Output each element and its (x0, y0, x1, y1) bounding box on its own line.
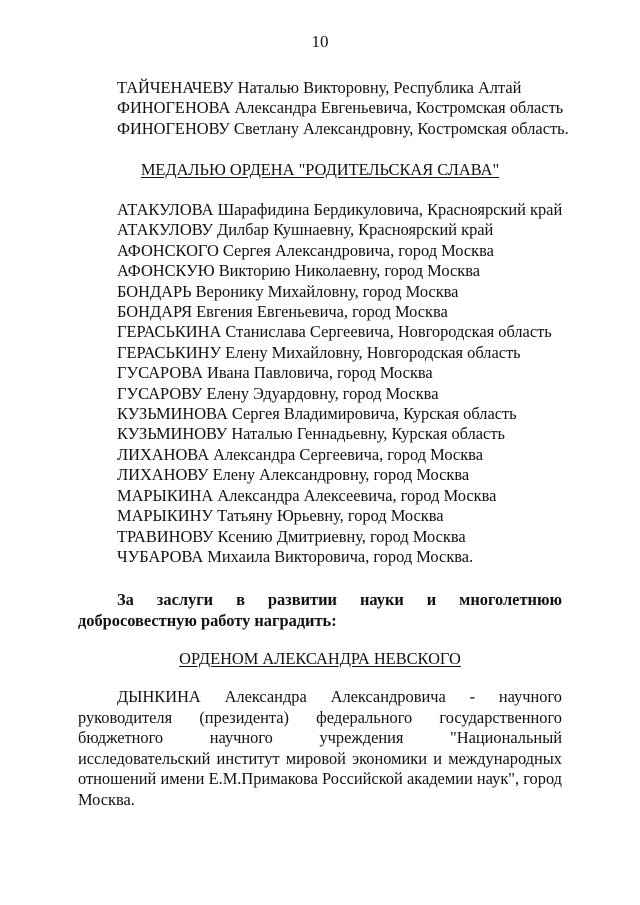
list-item: АТАКУЛОВА Шарафидина Бердикуловича, Красноярский край (117, 200, 563, 219)
list-item: ГЕРАСЬКИНА Станислава Сергеевича, Новгородская область (117, 322, 552, 342)
list-item: ТАЙЧЕНАЧЕВУ Наталью Викторовну, Республика Алтай (117, 78, 522, 97)
list-item: КУЗЬМИНОВУ Наталью Геннадьевну, Курская область (117, 424, 505, 444)
list-item: АФОНСКУЮ Викторию Николаевну, город Москва (117, 261, 480, 281)
order-recipient-paragraph: ДЫНКИНА Александра Александровича - научного руководителя (президента) федерального государственного бюджетного научного учреждения "Национальный исследовательский институт мировой экономики и международных отношений имени Е.М.Примакова Российской академии наук", город Москва. (78, 687, 562, 809)
list-item: ФИНОГЕНОВА Александра Евгеньевича, Костромская область (117, 98, 564, 118)
list-item: АТАКУЛОВУ Дилбар Кушнаевну, Красноярский край (117, 220, 494, 240)
list-item: ГЕРАСЬКИНУ Елену Михайловну, Новгородская область (117, 342, 521, 362)
list-item: МАРЫКИНУ Татьяну Юрьевну, город Москва (117, 506, 444, 526)
recipient-list-continued (117, 78, 569, 139)
list-item: ГУСАРОВА Ивана Павловича, город Москва (117, 363, 433, 383)
list-item: БОНДАРЬ Веронику Михайловну, город Москва (117, 281, 459, 301)
list-item: ФИНОГЕНОВУ Светлану Александровну, Костромская область. (117, 118, 569, 138)
page-number: 10 (311, 32, 329, 51)
list-item: ГУСАРОВУ Елену Эдуардовну, город Москва (117, 383, 439, 403)
list-item: АФОНСКОГО Сергея Александровича, город Москва (117, 240, 494, 260)
list-item: ЛИХАНОВУ Елену Александровну, город Москва (117, 465, 470, 485)
list-item: ТРАВИНОВУ Ксению Дмитриевну, город Москва (117, 526, 466, 546)
order-heading: ОРДЕНОМ АЛЕКСАНДРА НЕВСКОГО (179, 649, 461, 668)
list-item: КУЗЬМИНОВА Сергея Владимировича, Курская область (117, 404, 517, 424)
list-item: МАРЫКИНА Александра Алексеевича, город Москва (117, 485, 497, 505)
list-item: ЛИХАНОВА Александра Сергеевича, город Москва (117, 444, 483, 464)
medal-heading: МЕДАЛЬЮ ОРДЕНА "РОДИТЕЛЬСКАЯ СЛАВА" (140, 160, 500, 179)
list-item: БОНДАРЯ Евгения Евгеньевича, город Москва (117, 302, 448, 322)
award-intro-paragraph: За заслуги в развитии науки и многолетнюю добросовестную работу наградить: (78, 590, 562, 630)
list-item: ЧУБАРОВА Михаила Викторовича, город Москва. (117, 546, 474, 566)
medal-recipient-list (117, 200, 562, 567)
